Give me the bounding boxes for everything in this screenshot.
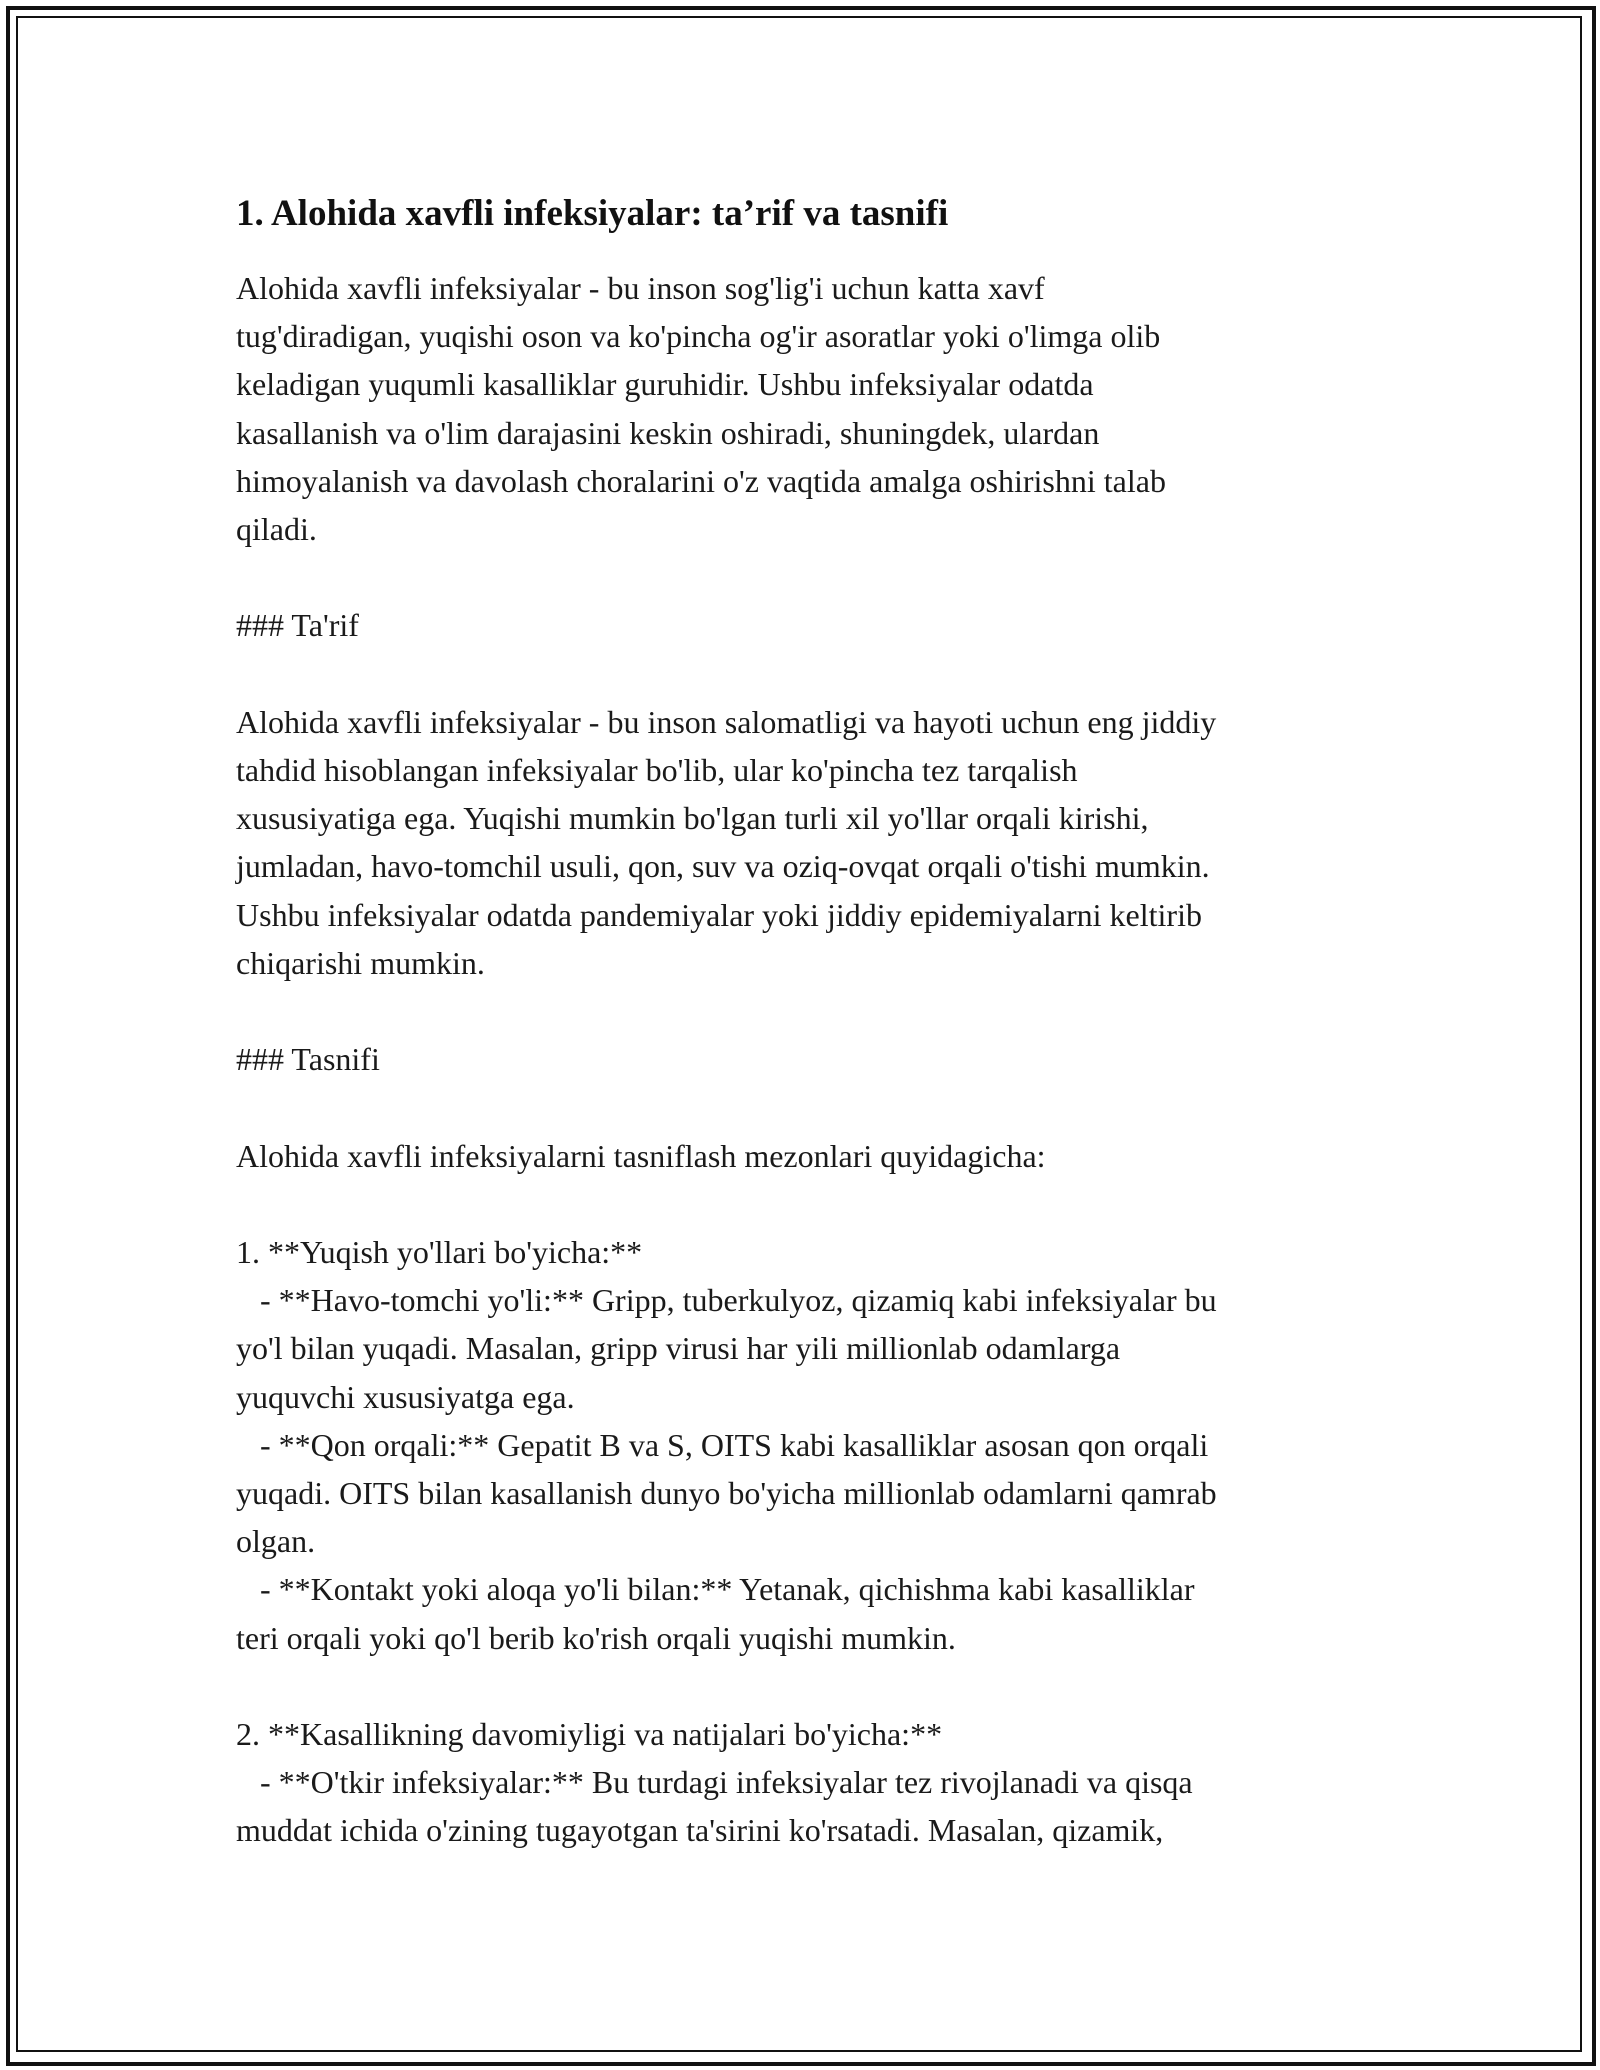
tasnifi-intro-paragraph: Alohida xavfli infeksiyalarni tasniflash mezonlari quyidagicha: — [236, 1137, 1046, 1174]
spacer — [236, 650, 1366, 698]
spacer — [236, 1180, 1366, 1228]
classification-list-1: 1. **Yuqish yo'llari bo'yicha:** - **Havo-tomchi yo'li:** Gripp, tuberkulyoz, qizamiq kabi infeksiyalar bu yo'l bilan yuqadi. Masalan, gripp virusi har yili millionlab odamlarga yuquvchi xususiyatga ega. - **Qon orqali:** Gepatit B va S, OITS kabi kasalliklar asosan qon orqali yuqadi. OITS bilan kasallanish dunyo bo'yicha millionlab odamlarni qamrab olgan. - **Kontakt yoki aloqa yo'li bilan:** Yetanak, qichishma kabi kasalliklar teri orqali yoki qo'l berib ko'rish orqali yuqishi mumkin. — [236, 1233, 1217, 1656]
section-heading-tasnifi: ### Tasnifi — [236, 1041, 380, 1078]
section-heading-tarif: ### Ta'rif — [236, 607, 359, 644]
classification-list-2: 2. **Kasallikning davomiyligi va natijalari bo'yicha:** - **O'tkir infeksiyalar:** Bu turdagi infeksiyalar tez rivojlanadi va qisqa muddat ichida o'zining tugayotgan ta'sirini ko'rsatadi. Masalan, qizamik, — [236, 1716, 1193, 1849]
spacer — [236, 1662, 1366, 1710]
spacer — [236, 553, 1366, 601]
document-body — [236, 190, 1366, 1855]
document-title: 1. Alohida xavfli infeksiyalar: ta’rif va tasnifi — [236, 193, 949, 234]
tarif-paragraph: Alohida xavfli infeksiyalar - bu inson salomatligi va hayoti uchun eng jiddiy tahdid hisoblangan infeksiyalar bo'lib, ular ko'pincha tez tarqalish xususiyatiga ega. Yuqishi mumkin bo'lgan turli xil yo'llar orqali kirishi, jumladan, havo-tomchil usuli, qon, suv va oziq-ovqat orqali o'tishi mumkin. Ushbu infeksiyalar odatda pandemiyalar yoki jiddiy epidemiyalarni keltirib chiqarishi mumkin. — [236, 703, 1217, 981]
intro-paragraph: Alohida xavfli infeksiyalar - bu inson sog'lig'i uchun katta xavf tug'diradigan, yuqishi oson va ko'pincha og'ir asoratlar yoki o'limga olib keladigan yuqumli kasalliklar guruhidir. Ushbu infeksiyalar odatda kasallanish va o'lim darajasini keskin oshiradi, shuningdek, ulardan himoyalanish va davolash choralarini o'z vaqtida amalga oshirishni talab qiladi. — [236, 270, 1166, 548]
spacer — [236, 1083, 1366, 1131]
spacer — [236, 987, 1366, 1035]
